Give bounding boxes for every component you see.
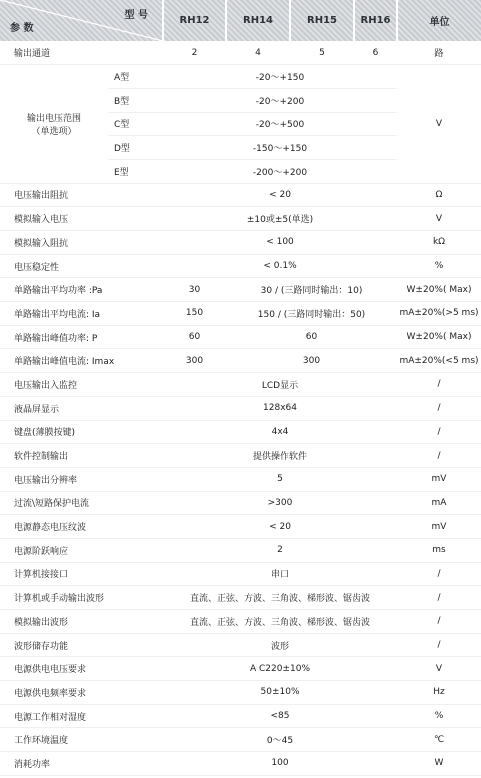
row-label: 工作环境温度 bbox=[0, 728, 163, 752]
unit-cell: V bbox=[397, 207, 481, 231]
value-cell: 直流、正弦、方波、三角波、梯形波、锯齿波 bbox=[163, 586, 397, 610]
value-cell: 4 bbox=[226, 41, 290, 65]
table-row bbox=[0, 467, 481, 491]
value-cell: -20～+200 bbox=[163, 88, 397, 112]
row-label: 液晶屏显示 bbox=[0, 396, 163, 420]
unit-cell: V bbox=[397, 65, 481, 183]
header-corner-cell bbox=[0, 0, 163, 41]
table-row bbox=[0, 633, 481, 657]
unit-cell: / bbox=[397, 562, 481, 586]
value-cell: 300 bbox=[226, 349, 397, 373]
value-cell: 128x64 bbox=[163, 396, 397, 420]
value-cell: ±10或±5(单选) bbox=[163, 207, 397, 231]
unit-cell: W±20%( Max) bbox=[397, 325, 481, 349]
table-row bbox=[0, 349, 481, 373]
table-row bbox=[0, 728, 481, 752]
table-row bbox=[0, 538, 481, 562]
model-header-rh16: RH16 bbox=[354, 0, 397, 41]
value-cell: 串口 bbox=[163, 562, 397, 586]
param-header-label: 参 数 bbox=[10, 23, 34, 34]
unit-cell: Ω bbox=[397, 183, 481, 207]
row-label: 单路输出峰值功率: P bbox=[0, 325, 163, 349]
value-cell: 波形 bbox=[163, 633, 397, 657]
table-row bbox=[0, 491, 481, 515]
table-row bbox=[0, 444, 481, 468]
table-row bbox=[0, 396, 481, 420]
value-cell: 2 bbox=[163, 538, 397, 562]
model-header-rh12: RH12 bbox=[163, 0, 226, 41]
value-cell: LCD显示 bbox=[163, 373, 397, 397]
value-cell: 5 bbox=[163, 467, 397, 491]
value-cell: A C220±10% bbox=[163, 657, 397, 681]
type-label: B型 bbox=[108, 88, 163, 112]
unit-cell: / bbox=[397, 396, 481, 420]
row-label: 计算机或手动输出波形 bbox=[0, 586, 163, 610]
row-label: 模拟输入阻抗 bbox=[0, 231, 163, 255]
unit-cell: mA±20%(<5 ms) bbox=[397, 349, 481, 373]
value-cell: < 100 bbox=[163, 231, 397, 255]
row-label: 输出通道 bbox=[0, 41, 163, 65]
row-label: 模拟输入电压 bbox=[0, 207, 163, 231]
model-header-rh14: RH14 bbox=[226, 0, 290, 41]
row-label: 电压稳定性 bbox=[0, 254, 163, 278]
row-label: 波形储存功能 bbox=[0, 633, 163, 657]
table-row bbox=[0, 420, 481, 444]
table-row bbox=[0, 373, 481, 397]
value-cell: 60 bbox=[163, 325, 226, 349]
value-cell: < 20 bbox=[163, 515, 397, 539]
table-row bbox=[0, 278, 481, 302]
unit-cell: 路 bbox=[397, 41, 481, 65]
voltage-range-label-line2: （单选项） bbox=[31, 126, 77, 137]
unit-cell: ms bbox=[397, 538, 481, 562]
unit-cell: / bbox=[397, 373, 481, 397]
value-cell: 100 bbox=[163, 752, 397, 776]
value-cell: >300 bbox=[163, 491, 397, 515]
row-label: 电压输出分辨率 bbox=[0, 467, 163, 491]
table-row bbox=[0, 562, 481, 586]
row-label: 电源供电电压要求 bbox=[0, 657, 163, 681]
table-row bbox=[0, 515, 481, 539]
value-cell: 2 bbox=[163, 41, 226, 65]
model-header-label: 型 号 bbox=[124, 10, 148, 21]
value-cell: 5 bbox=[290, 41, 354, 65]
table-row bbox=[0, 254, 481, 278]
table-row bbox=[0, 752, 481, 776]
table-row bbox=[0, 657, 481, 681]
table-row bbox=[0, 65, 481, 89]
unit-cell: / bbox=[397, 420, 481, 444]
type-label: D型 bbox=[108, 136, 163, 160]
value-cell: < 0.1% bbox=[163, 254, 397, 278]
unit-cell: V bbox=[397, 657, 481, 681]
unit-cell: mA±20%(>5 ms) bbox=[397, 302, 481, 326]
value-cell: 直流、正弦、方波、三角波、梯形波、锯齿波 bbox=[163, 610, 397, 634]
table-row bbox=[0, 704, 481, 728]
table-row bbox=[0, 325, 481, 349]
voltage-range-label-line1: 输出电压范围 bbox=[26, 113, 81, 124]
value-cell: 6 bbox=[354, 41, 397, 65]
table-row bbox=[0, 610, 481, 634]
model-header-rh15: RH15 bbox=[290, 0, 354, 41]
value-cell: < 20 bbox=[163, 183, 397, 207]
value-cell: <85 bbox=[163, 704, 397, 728]
unit-cell: mA bbox=[397, 491, 481, 515]
row-label: 电压输出阻抗 bbox=[0, 183, 163, 207]
row-label: 电源供电频率要求 bbox=[0, 681, 163, 705]
value-cell: -20～+150 bbox=[163, 65, 397, 89]
table-row bbox=[0, 231, 481, 255]
row-label: 电源阶跃响应 bbox=[0, 538, 163, 562]
row-label: 过流\短路保护电流 bbox=[0, 491, 163, 515]
value-cell: 提供操作软件 bbox=[163, 444, 397, 468]
unit-header: 单位 bbox=[397, 0, 481, 41]
value-cell: 60 bbox=[226, 325, 397, 349]
type-label: C型 bbox=[108, 112, 163, 136]
value-cell: 150 bbox=[163, 302, 226, 326]
row-label: 电源工作相对湿度 bbox=[0, 704, 163, 728]
value-cell: 30 / (三路同时输出：10) bbox=[226, 278, 397, 302]
voltage-range-label bbox=[0, 65, 108, 183]
row-label: 软件控制输出 bbox=[0, 444, 163, 468]
type-label: A型 bbox=[108, 65, 163, 89]
table-row bbox=[0, 41, 481, 65]
table-row bbox=[0, 207, 481, 231]
row-label: 电压输出入监控 bbox=[0, 373, 163, 397]
unit-cell: Hz bbox=[397, 681, 481, 705]
table-row bbox=[0, 183, 481, 207]
unit-cell: % bbox=[397, 254, 481, 278]
header-row bbox=[0, 0, 481, 41]
row-label: 电源静态电压纹波 bbox=[0, 515, 163, 539]
value-cell: -200～+200 bbox=[163, 159, 397, 183]
unit-cell: kΩ bbox=[397, 231, 481, 255]
row-label: 单路输出平均功率 :Pa bbox=[0, 278, 163, 302]
value-cell: 150 / (三路同时输出：50) bbox=[226, 302, 397, 326]
unit-cell: W±20%( Max) bbox=[397, 278, 481, 302]
unit-cell: / bbox=[397, 586, 481, 610]
value-cell: -20～+500 bbox=[163, 112, 397, 136]
row-label: 消耗功率 bbox=[0, 752, 163, 776]
unit-cell: ℃ bbox=[397, 728, 481, 752]
row-label: 键盘(薄膜按键) bbox=[0, 420, 163, 444]
unit-cell: / bbox=[397, 633, 481, 657]
table-row bbox=[0, 586, 481, 610]
row-label: 单路输出峰值电流: Imax bbox=[0, 349, 163, 373]
value-cell: -150～+150 bbox=[163, 136, 397, 160]
unit-cell: W bbox=[397, 752, 481, 776]
unit-cell: / bbox=[397, 610, 481, 634]
table-row bbox=[0, 681, 481, 705]
value-cell: 0～45 bbox=[163, 728, 397, 752]
type-label: E型 bbox=[108, 159, 163, 183]
value-cell: 300 bbox=[163, 349, 226, 373]
value-cell: 4x4 bbox=[163, 420, 397, 444]
unit-cell: / bbox=[397, 444, 481, 468]
row-label: 模拟输出波形 bbox=[0, 610, 163, 634]
row-label: 单路输出平均电流: Ia bbox=[0, 302, 163, 326]
value-cell: 50±10% bbox=[163, 681, 397, 705]
value-cell: 30 bbox=[163, 278, 226, 302]
unit-cell: mV bbox=[397, 515, 481, 539]
row-label: 计算机接接口 bbox=[0, 562, 163, 586]
unit-cell: % bbox=[397, 704, 481, 728]
unit-cell: mV bbox=[397, 467, 481, 491]
table-row bbox=[0, 302, 481, 326]
